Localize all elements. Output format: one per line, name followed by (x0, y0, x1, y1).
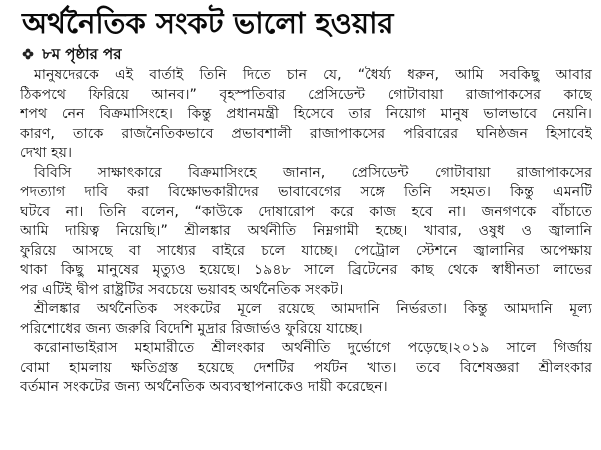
body-line: ফুরিয়ে আসছে বা সাধ্যের বাইরে চলে যাচ্ছে। পেট্রোল স্টেশনে জ্বালানির অপেক্ষায় (20, 242, 592, 259)
body-line: ঠিকপথে ফিরিয়ে আনব।” বৃহস্পতিবার প্রেসিডেন্ট গোটাবায়া রাজাপাকসের কাছে (20, 86, 592, 103)
body-line: কারণ, তাকে রাজনৈতিকভাবে প্রভাবশালী রাজাপাকসের পরিবারের ঘনিষ্ঠজন হিসাবেই (20, 125, 592, 142)
body-line: পদত্যাগ দাবি করা বিক্ষোভকারীদের ভাবাবেগের সঙ্গে তিনি সহমত। কিন্তু এমনটি (20, 184, 592, 200)
continuation-marker (22, 44, 122, 64)
body-line: দেখা হয়। (20, 145, 73, 161)
body-line: শপথ নেন বিক্রমাসিংহে। কিন্তু প্রধানমন্ত্রী হিসেবে তার নিয়োগ মানুষ ভালভাবে নেয়নি। (20, 106, 592, 122)
article-body (20, 66, 592, 398)
body-line: শ্রীলঙ্কার অর্থনৈতিক সংকটের মূলে রয়েছে আমদানি নির্ভরতা। কিন্তু আমদানি মূল্য (34, 301, 592, 317)
continuation-text: ৮ম পৃষ্ঠার পর (42, 45, 122, 63)
body-line: পর এটিই দ্বীপ রাষ্ট্রটির সবচেয়ে ভয়াবহ অর্থনৈতিক সংকট। (20, 281, 344, 298)
flower-bullet-icon (22, 48, 34, 60)
body-line: মানুষদেরকে এই বার্তাই তিনি দিতে চান যে, “ধৈর্য্য ধরুন, আমি সবকিছু আবার (34, 67, 592, 83)
body-line: থাকা কিছু মানুষের মৃত্যুও হয়েছে। ১৯৪৮ সালে ব্রিটেনের কাছ থেকে স্বাধীনতা লাভের (20, 262, 592, 278)
headline: অর্থনৈতিক সংকট ভালো হওয়ার (22, 6, 394, 40)
body-line: বোমা হামলায় ক্ষতিগ্রস্ত হয়েছে দেশটির পর্যটন খাত। তবে বিশেষজ্ঞরা শ্রীলংকার (20, 359, 592, 376)
body-line: বিবিসি সাক্ষাৎকারে বিক্রমাসিংহে জানান, প্রেসিডেন্ট গোটাবায়া রাজাপাকসের (34, 164, 592, 181)
body-line: পরিশোধের জন্য জরুরি বিদেশি মুদ্রার রিজার্ভও ফুরিয়ে যাচ্ছে। (20, 320, 363, 337)
body-line: বর্তমান সংকটের জন্য অর্থনৈতিক অব্যবস্থাপনাকেও দায়ী করেছেন। (20, 379, 388, 395)
body-line: আমি দায়িত্ব নিয়েছি।” শ্রীলঙ্কার অর্থনীতি নিম্নগামী হচ্ছে। খাবার, ওষুধ ও জ্বালানি (20, 223, 592, 239)
body-line: করোনাভাইরাস মহামারীতে শ্রীলংকার অর্থনীতি দুর্ভোগে পড়েছে।২০১৯ সালে গির্জায় (34, 340, 592, 356)
body-line: ঘটবে না। তিনি বলেন, “কাউকে দোষারোপ করে কাজ হবে না। জনগণকে বাঁচাতে (20, 203, 592, 220)
